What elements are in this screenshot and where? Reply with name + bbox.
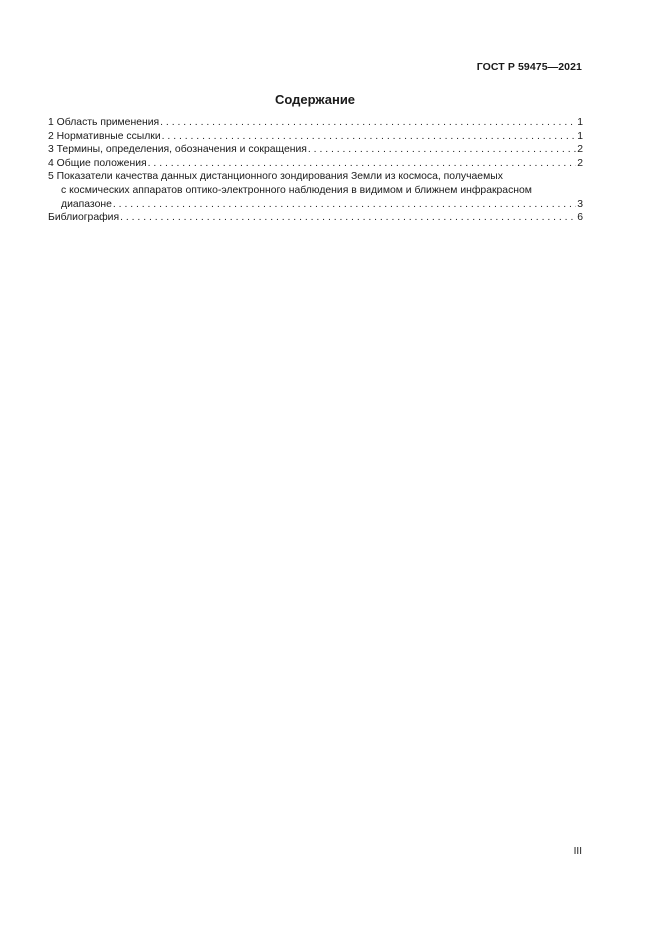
toc-entry-3[interactable] bbox=[48, 143, 583, 157]
dot-leader bbox=[308, 143, 576, 157]
toc-entry-5[interactable] bbox=[48, 170, 583, 211]
toc-entry-page: 2 bbox=[577, 144, 583, 156]
page-number: III bbox=[573, 846, 582, 857]
toc-entry-text: Библиография bbox=[48, 212, 120, 224]
toc-entry-text: диапазоне bbox=[61, 198, 112, 210]
dot-leader bbox=[148, 157, 577, 171]
dot-leader bbox=[120, 211, 576, 225]
toc-entry-2[interactable] bbox=[48, 130, 583, 144]
toc-entry-page: 2 bbox=[577, 157, 583, 169]
toc-entry-page: 6 bbox=[577, 212, 583, 224]
toc-entry-page: 3 bbox=[577, 198, 583, 210]
toc-entry-4[interactable] bbox=[48, 157, 583, 171]
document-code: ГОСТ Р 59475—2021 bbox=[476, 61, 582, 73]
dot-leader bbox=[160, 116, 576, 130]
toc-title: Содержание bbox=[274, 92, 356, 107]
toc-entry-page: 1 bbox=[577, 117, 583, 128]
toc-entry-text-line1: 5 Показатели качества данных дистанционного зондирования Земли из космоса, получаемых bbox=[48, 171, 503, 183]
toc-entry-text: 4 Общие положения bbox=[48, 157, 147, 169]
toc-entry-page: 1 bbox=[577, 130, 583, 142]
toc-entry-1[interactable] bbox=[48, 116, 583, 130]
toc-entry-text: 2 Нормативные ссылки bbox=[48, 130, 161, 142]
toc-entry-text-line2: с космических аппаратов оптико-электронного наблюдения в видимом и ближнем инфракрасном bbox=[61, 184, 532, 196]
toc-entry-bibliography[interactable] bbox=[48, 211, 583, 225]
toc-entry-text: 1 Область применения bbox=[48, 117, 160, 128]
table-of-contents bbox=[48, 116, 583, 225]
toc-entry-text: 3 Термины, определения, обозначения и сокращения bbox=[48, 144, 307, 156]
dot-leader bbox=[162, 130, 577, 144]
dot-leader bbox=[113, 198, 576, 212]
